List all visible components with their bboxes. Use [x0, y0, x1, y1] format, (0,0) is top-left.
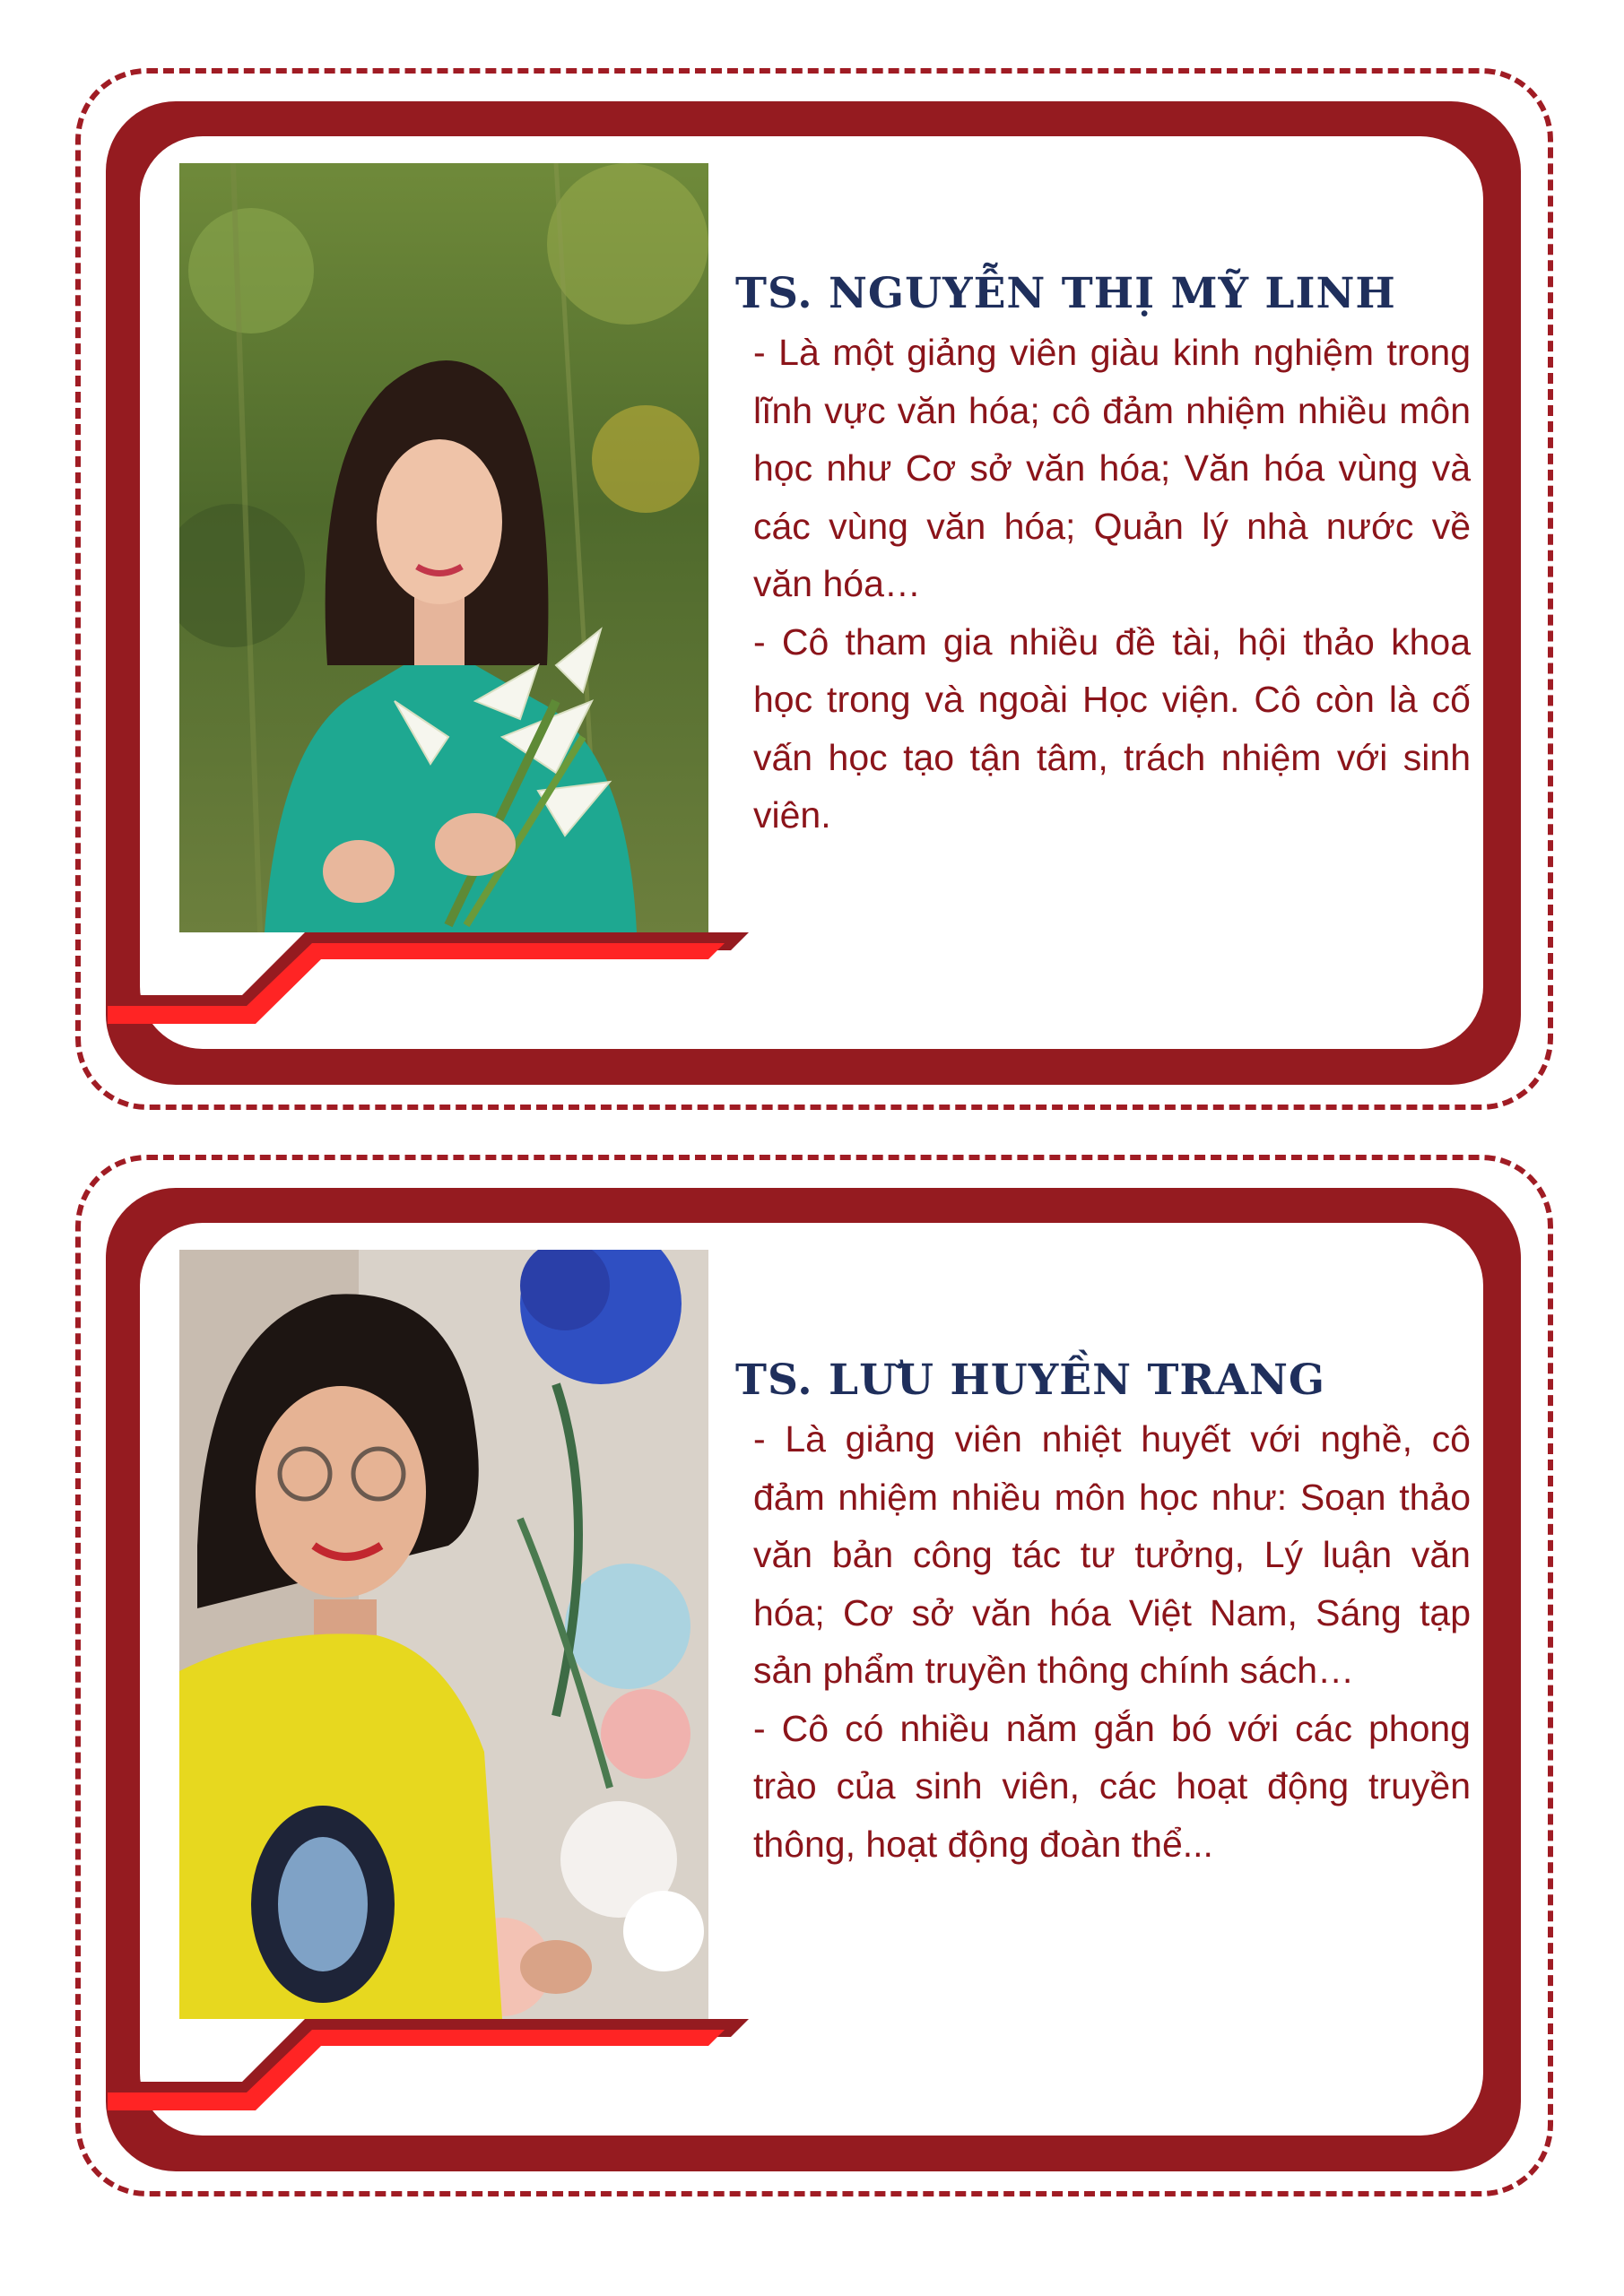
portrait-illustration [179, 163, 708, 932]
portrait-photo [179, 1250, 708, 2019]
profile-paragraph: - Cô tham gia nhiều đề tài, hội thảo khoa học trong và ngoài Học viện. Cô còn là cố vấn học tạo tận tâm, trách nhiệm với sinh viên. [753, 620, 1471, 836]
profile-paragraph: - Là giảng viên nhiệt huyết với nghề, cô đảm nhiệm nhiều môn học như: Soạn thảo văn bản công tác tư tưởng, Lý luận văn hóa; Cơ sở văn hóa Việt Nam, Sáng tạp sản phẩm truyền thông chính sách… [753, 1418, 1471, 1691]
profile-card-1 [0, 0, 1624, 1103]
profile-text [735, 269, 1471, 845]
profile-card-2 [0, 1087, 1624, 2189]
profile-paragraph: - Là một giảng viên giàu kinh nghiệm trong lĩnh vực văn hóa; cô đảm nhiệm nhiều môn học như Cơ sở văn hóa; Văn hóa vùng và các vùng văn hóa; Quản lý nhà nước về văn hóa… [753, 332, 1471, 604]
portrait-illustration [179, 1250, 708, 2019]
profile-name: TS. NGUYỄN THỊ MỸ LINH [735, 269, 1396, 318]
profile-paragraph: - Cô có nhiều năm gắn bó với các phong trào của sinh viên, các hoạt động truyền thông, hoạt động đoàn thể... [753, 1707, 1471, 1865]
profile-text [735, 1356, 1471, 1873]
profile-name: TS. LƯU HUYỀN TRANG [735, 1356, 1326, 1405]
portrait-photo [179, 163, 708, 932]
